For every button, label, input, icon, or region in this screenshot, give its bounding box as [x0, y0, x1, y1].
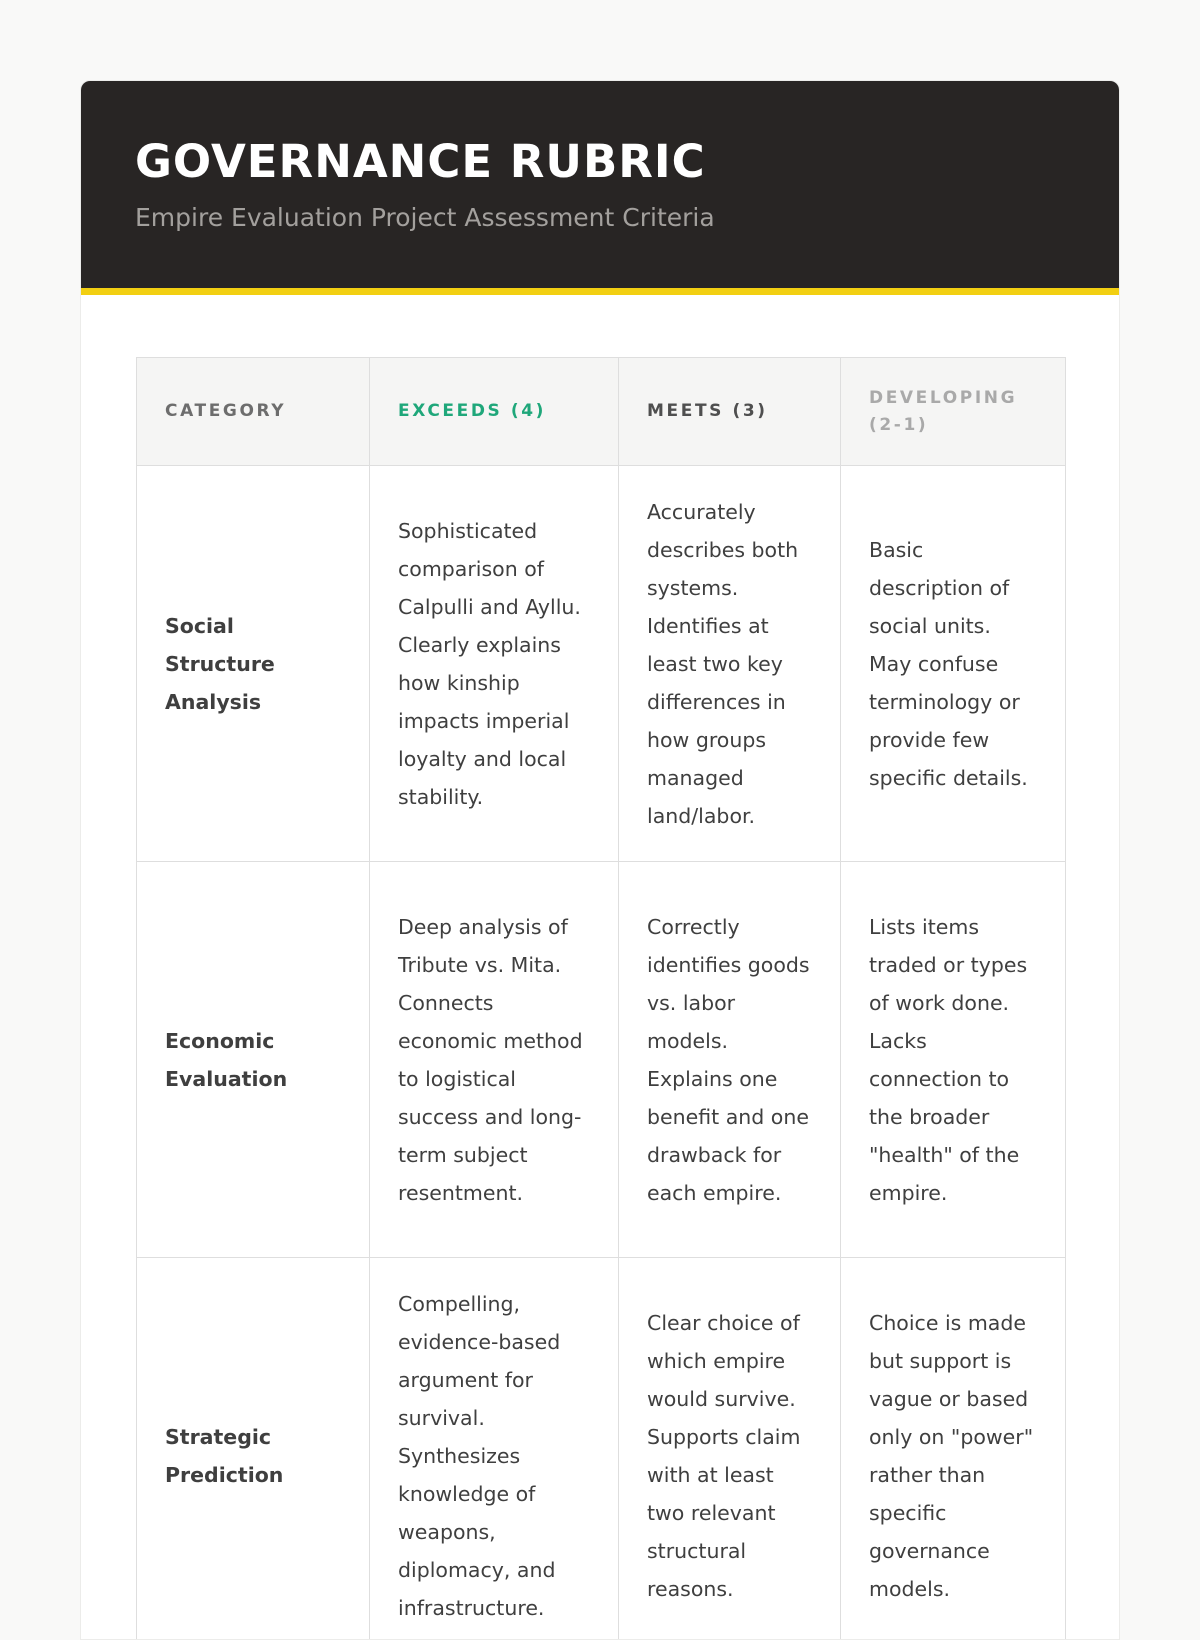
rubric-table: [136, 357, 1066, 1640]
column-header-category: CATEGORY: [137, 358, 370, 466]
cell-meets: Clear choice of which empire would survive. Supports claim with at least two relevant structural reasons.: [619, 1258, 841, 1640]
cell-meets: Accurately describes both systems. Identifies at least two key differences in how groups managed land/labor.: [619, 466, 841, 862]
column-header-exceeds: EXCEEDS (4): [370, 358, 619, 466]
page-subtitle: Empire Evaluation Project Assessment Criteria: [135, 202, 715, 234]
column-header-developing: DEVELOPING (2-1): [841, 358, 1066, 466]
cell-developing: Lists items traded or types of work done. Lacks connection to the broader "health" of the empire.: [841, 862, 1066, 1258]
cell-developing: Choice is made but support is vague or based only on "power" rather than specific governance models.: [841, 1258, 1066, 1640]
table-row: [137, 862, 1066, 1258]
row-category: Economic Evaluation: [137, 862, 370, 1258]
rubric-card: [80, 80, 1120, 1640]
cell-exceeds: Compelling, evidence-based argument for survival. Synthesizes knowledge of weapons, diplomacy, and infrastructure.: [370, 1258, 619, 1640]
row-category: Social Structure Analysis: [137, 466, 370, 862]
row-category: Strategic Prediction: [137, 1258, 370, 1640]
table-row: [137, 1258, 1066, 1640]
cell-exceeds: Deep analysis of Tribute vs. Mita. Connects economic method to logistical success and long-term subject resentment.: [370, 862, 619, 1258]
cell-meets: Correctly identifies goods vs. labor models. Explains one benefit and one drawback for each empire.: [619, 862, 841, 1258]
table-header-row: [137, 358, 1066, 466]
column-header-meets: MEETS (3): [619, 358, 841, 466]
cell-developing: Basic description of social units. May confuse terminology or provide few specific details.: [841, 466, 1066, 862]
cell-exceeds: Sophisticated comparison of Calpulli and Ayllu. Clearly explains how kinship impacts imperial loyalty and local stability.: [370, 466, 619, 862]
rubric-header: [81, 81, 1120, 295]
page-title: GOVERNANCE RUBRIC: [135, 134, 706, 190]
table-row: [137, 466, 1066, 862]
